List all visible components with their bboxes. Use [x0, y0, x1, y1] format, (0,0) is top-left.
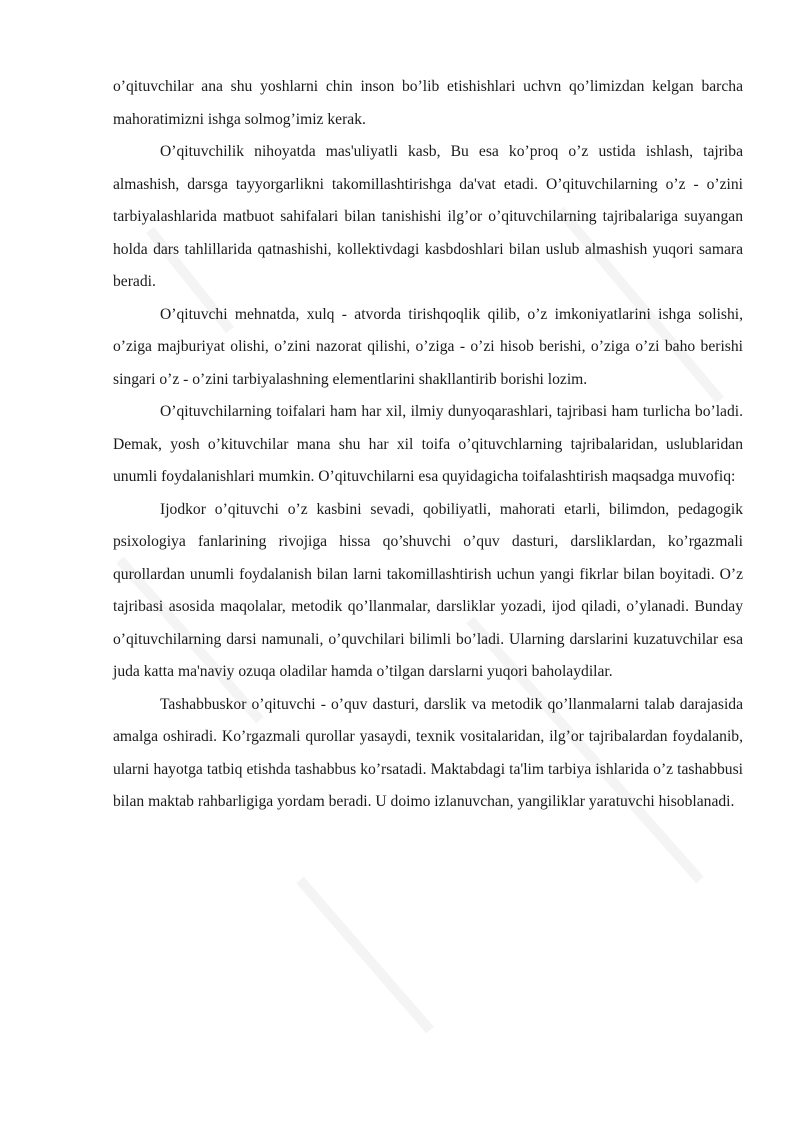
paragraph-6: Tashabbuskor o’qituvchi - o’quv dasturi, darslik va metodik qo’llanmalarni talab darajasida amalga oshiradi. Ko’rgazmali qurollar yasaydi, texnik vositalaridan, ilg’or tajribalardan foydalanib, ularni hayotga tatbiq etishda tashabbus ko’rsatadi. Maktabdagi ta'lim tarbiya ishlarida o’z tashabbusi bilan maktab rahbarligiga yordam beradi. U doimo izlanuvchan, yangiliklar yaratuvchi hisoblanadi.: [113, 695, 743, 810]
paragraph-1: o’qituvchilar ana shu yoshlarni chin inson bo’lib etishishlari uchvn qo’limizdan kelgan barcha mahoratimizni ishga solmog’imiz kerak.: [113, 78, 743, 128]
paragraph-2: O’qituvchilik nihoyatda mas'uliyatli kasb, Bu esa ko’proq o’z ustida ishlash, tajriba almashish, darsga tayyorgarlikni takomillashtirishga da'vat etadi. O’qituvchilarning o’z - o’zini tarbiyalashlarida matbuot sahifalari bilan tanishishi ilg’or o’qituvchilarning tajribalariga suyangan holda dars tahlillarida qatnashishi, kollektivdagi kasbdoshlari bilan uslub almashish yuqori samara beradi.: [113, 143, 743, 290]
document-body: [113, 71, 743, 819]
paragraph-5: Ijodkor o’qituvchi o’z kasbini sevadi, qobiliyatli, mahorati etarli, bilimdon, pedagogik psixologiya fanlarining rivojiga hissa qo’shuvchi o’quv dasturi, darsliklardan, ko’rgazmali qurollardan unumli foydalanish bilan larni takomillashtirish uchun yangi fikrlar bilan boyitadi. O’z tajribasi asosida maqolalar, metodik qo’llanmalar, darsliklar yozadi, ijod qiladi, o’ylanadi. Bunday o’qituvchilarning darsi namunali, o’quvchilari bilimli bo’ladi. Ularning darslarini kuzatuvchilar esa juda katta ma'naviy ozuqa oladilar hamda o’tilgan darslarni yuqori baholaydilar.: [113, 500, 743, 680]
paragraph-4: O’qituvchilarning toifalari ham har xil, ilmiy dunyoqarashlari, tajribasi ham turlicha bo’ladi. Demak, yosh o’kituvchilar mana shu har xil toifa o’qituvchlarning tajribalaridan, uslublaridan unumli foydalanishlari mumkin. O’qituvchilarni esa quyidagicha toifalashtirish maqsadga muvofiq:: [113, 403, 743, 485]
paragraph-3: O’qituvchi mehnatda, xulq - atvorda tirishqoqlik qilib, o’z imkoniyatlarini ishga solishi, o’ziga majburiyat olishi, o’zini nazorat qilishi, o’ziga - o’zi hisob berishi, o’ziga o’zi baho berishi singari o’z - o’zini tarbiyalashning elementlarini shakllantirib borishi lozim.: [113, 305, 743, 388]
